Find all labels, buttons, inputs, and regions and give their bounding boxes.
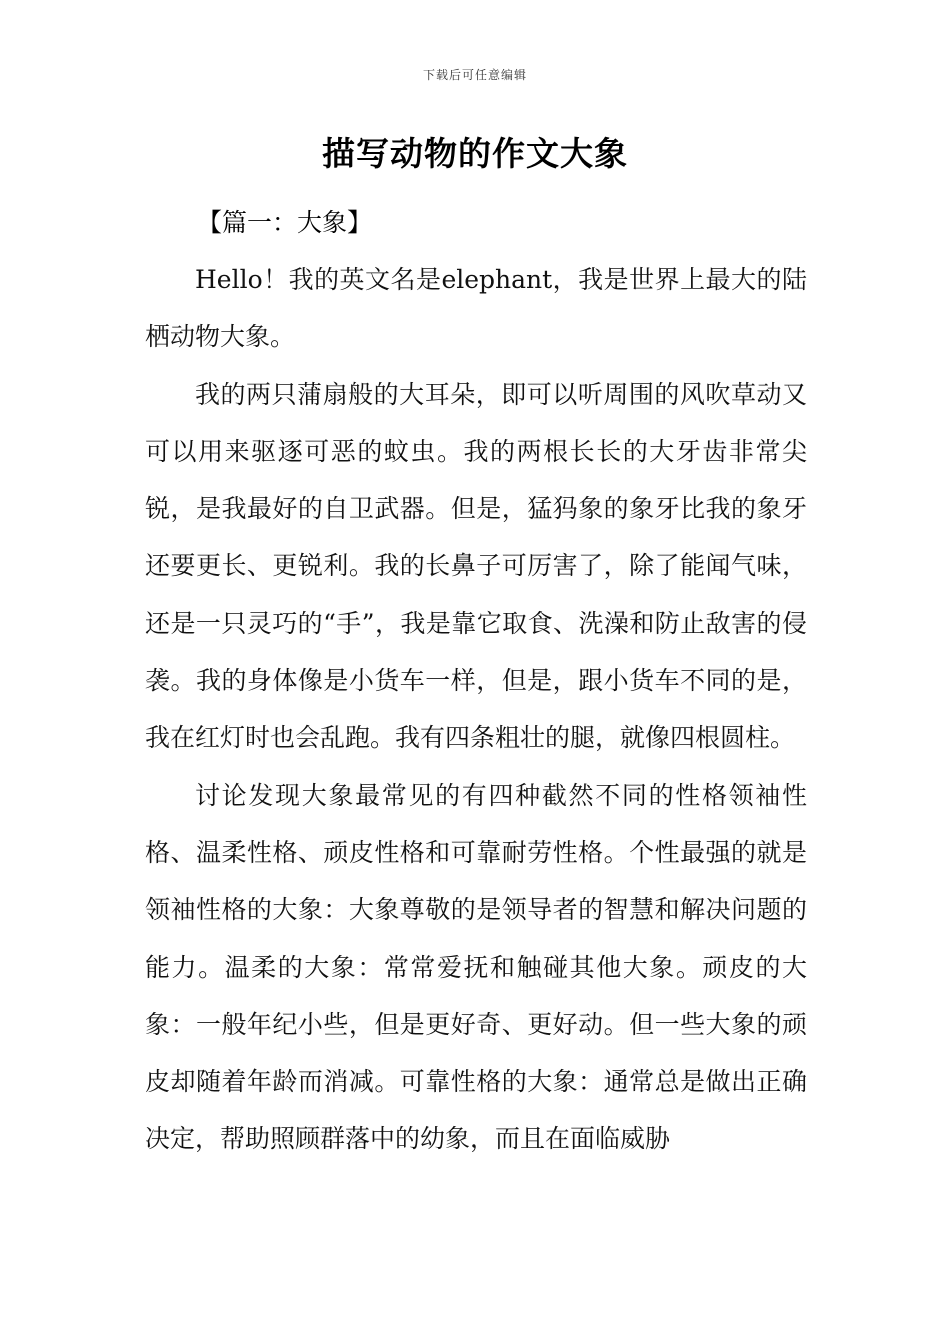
paragraph: 我的两只蒲扇般的大耳朵，即可以听周围的风吹草动又可以用来驱逐可恶的蚊虫。我的两根长长的大牙齿非常尖锐，是我最好的自卫武器。但是，猛犸象的象牙比我的象牙还要更长、更锐利。我的长鼻子可厉害了，除了能闻气味，还是一只灵巧的“手”，我是靠它取食、洗澡和防止敌害的侵袭。我的身体像是小货车一样，但是，跟小货车不同的是，我在红灯时也会乱跑。我有四条粗壮的腿，就像四根圆柱。 (145, 379, 807, 753)
section-heading: 【篇一：大象】 (197, 208, 373, 237)
header-note: 下载后可任意编辑 (422, 68, 527, 82)
paragraph: Hello！我的英文名是elephant，我是世界上最大的陆栖动物大象。 (145, 265, 807, 352)
document-title: 描写动物的作文大象 (322, 134, 628, 173)
paragraph: 讨论发现大象最常见的有四种截然不同的性格领袖性格、温柔性格、顽皮性格和可靠耐劳性格。个性最强的就是领袖性格的大象：大象尊敬的是领导者的智慧和解决问题的能力。温柔的大象：常常爱抚和触碰其他大象。顽皮的大象：一般年纪小些，但是更好奇、更好动。但一些大象的顽皮却随着年龄而消减。可靠性格的大象：通常总是做出正确决定，帮助照顾群落中的幼象，而且在面临威胁 (145, 780, 807, 1154)
body-text (145, 251, 807, 1168)
